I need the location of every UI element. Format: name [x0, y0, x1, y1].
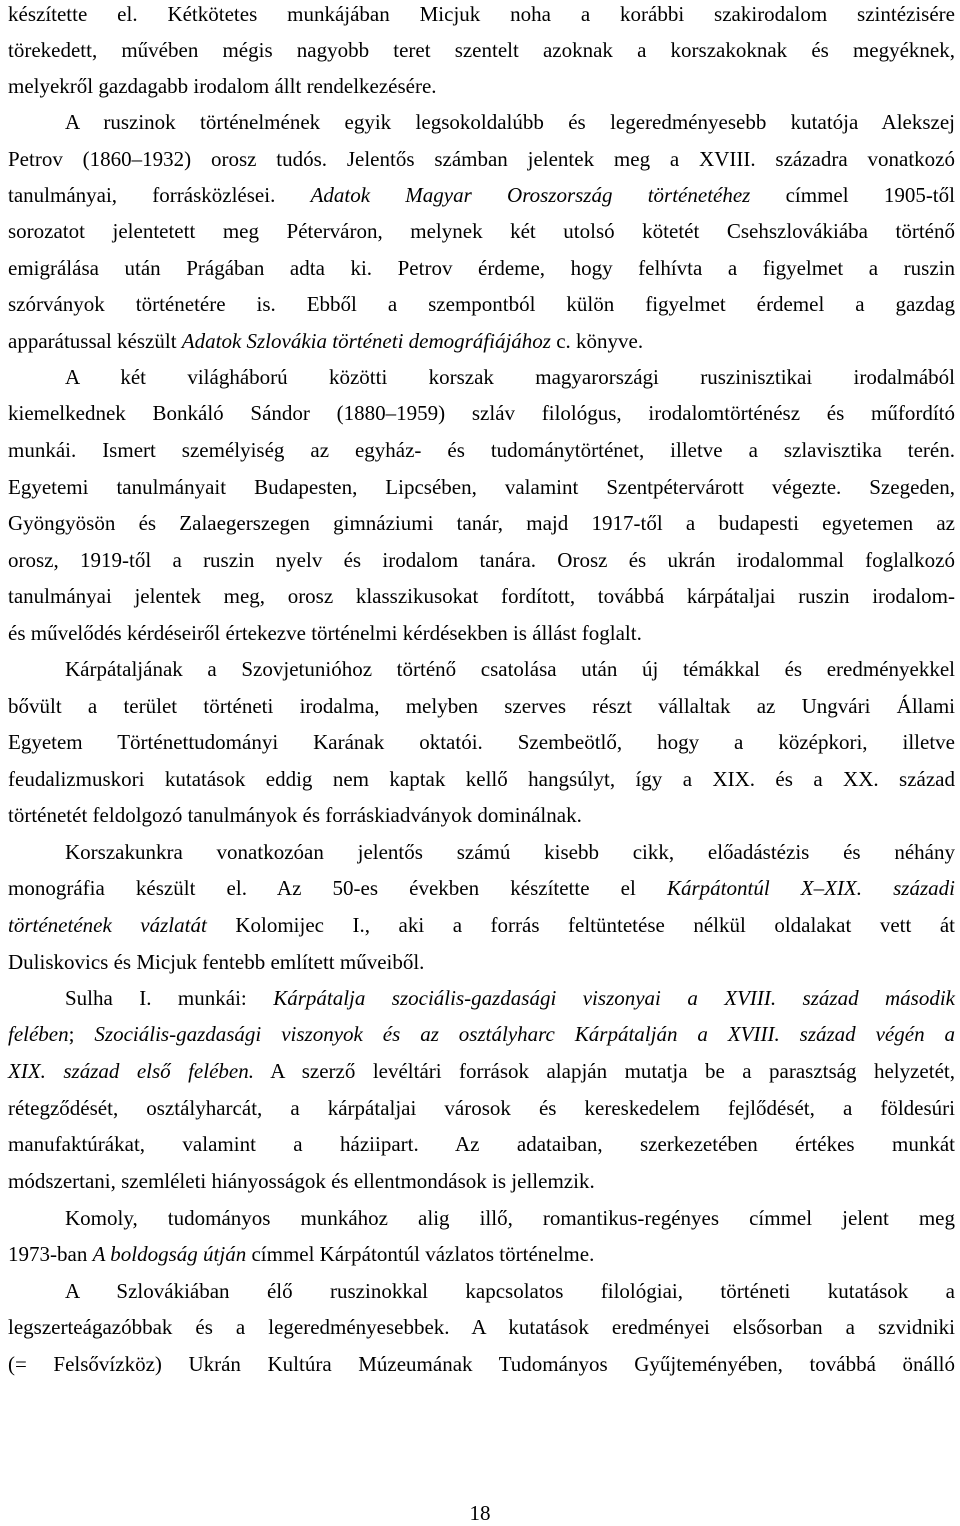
body-text: bővült a terület történeti irodalma, melyben szerves részt vállaltak az Ungvári Állami: [8, 694, 955, 718]
body-text: ;: [68, 1022, 95, 1046]
text-line: [8, 1021, 955, 1047]
body-text: A két világháború közötti korszak magyarországi ruszinisztikai irodalmából: [65, 365, 955, 389]
body-text: Gyöngyösön és Zalaegerszegen gimnáziumi tanár, majd 1917-től a budapesti egyetemen az: [8, 511, 955, 535]
italic-title-text: Adatok Magyar Oroszország történetéhez: [310, 183, 751, 207]
body-text: orosz, 1919-től a ruszin nyelv és irodalom tanára. Orosz és ukrán irodalommal foglalkozó: [8, 548, 955, 572]
text-line: [8, 1168, 955, 1194]
body-text: Kárpátaljának a Szovjetunióhoz történő csatolása után új témákkal és eredményekkel: [65, 657, 955, 681]
text-line: [8, 146, 955, 172]
body-text: szórványok történetére is. Ebből a szempontból külön figyelmet érdemel a gazdag: [8, 292, 955, 316]
text-line: [8, 437, 955, 463]
text-line: [8, 1058, 955, 1084]
body-text: és művelődés kérdéseiről értekezve történelmi kérdésekben is állást foglalt.: [8, 621, 642, 645]
body-text: apparátussal készült: [8, 329, 182, 353]
text-line: [8, 474, 955, 500]
text-line: [8, 1131, 955, 1157]
body-text: tanulmányai jelentek meg, orosz klasszikusokat fordított, továbbá kárpátaljai ruszin irodalom-: [8, 584, 955, 608]
text-line: [8, 73, 955, 99]
body-text: Egyetem Történettudományi Karának oktatói. Szembeötlő, hogy a középkori, illetve: [8, 730, 955, 754]
text-line: [8, 255, 955, 281]
text-line: [8, 949, 955, 975]
text-line: [8, 729, 955, 755]
text-line: [8, 364, 955, 390]
italic-title-text: Adatok Szlovákia történeti demográfiájához: [181, 329, 551, 353]
body-text: törekedett, művében mégis nagyobb teret szentelt azoknak a korszakoknak és megyéknek,: [8, 38, 955, 62]
text-line: [8, 839, 955, 865]
text-line: [8, 620, 955, 646]
italic-title-text: felében: [8, 1022, 69, 1046]
body-text: Sulha I. munkái:: [65, 986, 274, 1010]
text-line: [8, 1351, 955, 1377]
italic-title-text: Kárpátalja szociális-gazdasági viszonyai a XVIII. század második: [273, 986, 955, 1010]
body-text: sorozatot jelentetett meg Péterváron, melynek két utolsó kötetét Csehszlovákiába történő: [8, 219, 955, 243]
text-line: [8, 875, 955, 901]
body-text: emigrálása után Prágában adta ki. Petrov érdeme, hogy felhívta a figyelmet a ruszin: [8, 256, 955, 280]
page-number: 18: [469, 1501, 491, 1525]
italic-title-text: Szociális-gazdasági viszonyok és az osztályharc Kárpátalján a XVIII. század végén a: [94, 1022, 955, 1046]
text-line: [8, 766, 955, 792]
body-text: feudalizmuskori kutatások eddig nem kaptak kellő hangsúlyt, így a XIX. és a XX. század: [8, 767, 955, 791]
body-text: készítette el. Kétkötetes munkájában Micjuk noha a korábbi szakirodalom szintézisére: [8, 2, 955, 26]
italic-title-text: Kárpátontúl X–XIX. századi: [666, 876, 955, 900]
text-line: [8, 1205, 955, 1231]
italic-title-text: A boldogság útján: [92, 1242, 247, 1266]
text-line: [8, 656, 955, 682]
body-text: A ruszinok történelmének egyik legsokoldalúbb és legeredményesebb kutatója Alekszej: [65, 110, 955, 134]
text-line: [8, 583, 955, 609]
text-line: [8, 510, 955, 536]
body-text: munkái. Ismert személyiség az egyház- és tudománytörténet, illetve a szlavisztika terén.: [8, 438, 955, 462]
text-line: [8, 1, 955, 27]
text-line: [8, 328, 955, 354]
body-text: kiemelkednek Bonkáló Sándor (1880–1959) szláv filológus, irodalomtörténész és műfordító: [8, 401, 955, 425]
body-text: A szerző levéltári források alapján mutatja be a parasztság helyzetét,: [253, 1059, 955, 1083]
body-text: Korszakunkra vonatkozóan jelentős számú kisebb cikk, előadástézis és néhány: [65, 840, 955, 864]
text-line: [8, 291, 955, 317]
text-line: [8, 1241, 955, 1267]
text-line: [8, 1278, 955, 1304]
text-line: [8, 109, 955, 135]
body-text: melyekről gazdagabb irodalom állt rendelkezésére.: [8, 74, 437, 98]
body-text: címmel Kárpátontúl vázlatos történelme.: [246, 1242, 595, 1266]
text-line: [8, 912, 955, 938]
italic-title-text: történetének vázlatát: [8, 913, 207, 937]
body-text: A Szlovákiában élő ruszinokkal kapcsolatos filológiai, történeti kutatások a: [65, 1279, 955, 1303]
text-line: [8, 400, 955, 426]
body-text: Egyetemi tanulmányait Budapesten, Lipcsében, valamint Szentpétervárott végezte. Szegeden,: [8, 475, 955, 499]
text-line: [8, 985, 955, 1011]
text-line: [8, 182, 955, 208]
text-line: [8, 693, 955, 719]
body-text: 1973-ban: [8, 1242, 93, 1266]
body-text: (= Felsővízköz) Ukrán Kultúra Múzeumának Tudományos Gyűjteményében, továbbá önálló: [8, 1352, 955, 1376]
body-text: rétegződését, osztályharcát, a kárpátaljai városok és kereskedelem fejlődését, a földesúri: [8, 1096, 955, 1120]
body-text: Duliskovics és Micjuk fentebb említett műveiből.: [8, 950, 425, 974]
body-text: Komoly, tudományos munkához alig illő, romantikus-regényes címmel jelent meg: [65, 1206, 955, 1230]
text-line: [8, 218, 955, 244]
text-line: [8, 1095, 955, 1121]
body-text: Kolomijec I., aki a forrás feltüntetése nélkül oldalakat vett át: [206, 913, 955, 937]
body-text: c. könyve.: [550, 329, 644, 353]
body-text: legszerteágazóbbak és a legeredményesebbek. A kutatások eredményei elsősorban a szvidniki: [8, 1315, 955, 1339]
text-line: [8, 547, 955, 573]
italic-title-text: XIX. század első felében.: [8, 1059, 254, 1083]
body-text: történetét feldolgozó tanulmányok és forráskiadványok dominálnak.: [8, 803, 582, 827]
body-text: Petrov (1860–1932) orosz tudós. Jelentős számban jelentek meg a XVIII. századra vonatkozó: [8, 147, 955, 171]
text-line: [8, 1314, 955, 1340]
text-line: [8, 802, 955, 828]
body-text: címmel 1905-től: [750, 183, 955, 207]
body-text: tanulmányai, forrásközlései.: [8, 183, 311, 207]
text-line: [8, 37, 955, 63]
body-text: manufaktúrákat, valamint a háziipart. Az adataiban, szerkezetében értékes munkát: [8, 1132, 955, 1156]
body-text: módszertani, szemléleti hiányosságok és ellentmondások is jellemzik.: [8, 1169, 595, 1193]
body-text: monográfia készült el. Az 50-es években készítette el: [8, 876, 667, 900]
